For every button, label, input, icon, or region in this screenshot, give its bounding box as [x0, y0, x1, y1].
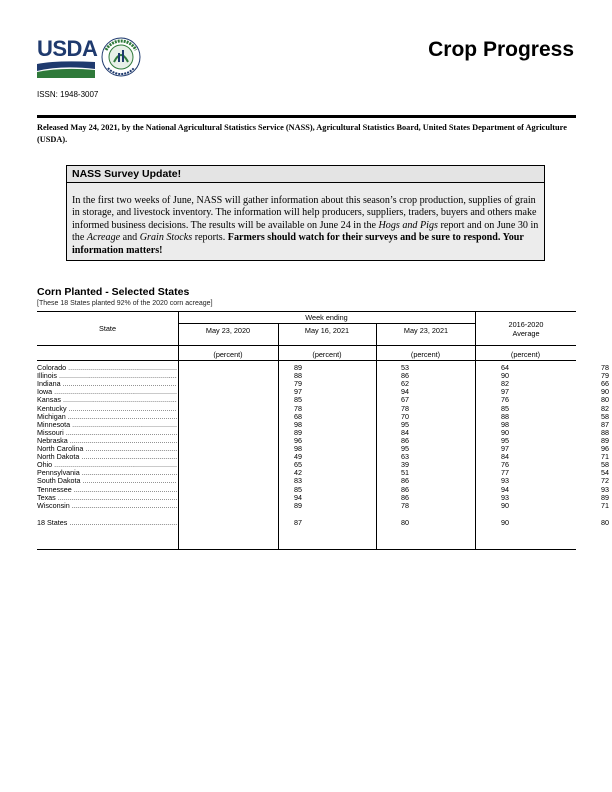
percent-value: 95	[401, 419, 409, 429]
percent-value: 83	[294, 476, 302, 486]
state-name: Tennessee .....	[37, 486, 177, 494]
state-name: Kansas .....	[37, 396, 177, 404]
survey-update-box	[66, 165, 545, 261]
survey-title: NASS Survey Update!	[72, 168, 182, 180]
usda-swoosh-icon	[37, 60, 95, 78]
state-name: North Carolina .....	[37, 445, 177, 453]
table-row	[37, 395, 609, 405]
percent-value: 85	[294, 484, 302, 494]
percent-value: 49	[294, 452, 302, 462]
unit-label: (percent)	[510, 350, 541, 359]
percent-value: 68	[294, 411, 302, 421]
survey-call-to-action: Farmers should watch for their surveys and be sure to respond. Your information matters!	[72, 232, 524, 256]
percent-value: 87	[294, 517, 302, 527]
percent-value: 93	[601, 484, 609, 494]
percent-value: 62	[401, 379, 409, 389]
state-name: Nebraska .....	[37, 437, 177, 445]
week-ending-rule	[178, 323, 475, 324]
percent-value: 90	[501, 427, 509, 437]
percent-value: 89	[294, 363, 302, 372]
table-row	[37, 468, 609, 478]
percent-value: 88	[294, 371, 302, 381]
table-row	[37, 371, 609, 381]
percent-value: 90	[501, 517, 509, 527]
unit-label: (percent)	[312, 350, 342, 359]
column-header-may-23-2021: May 23, 2021	[403, 326, 449, 335]
percent-value: 90	[601, 387, 609, 397]
state-name: Indiana .....	[37, 380, 177, 388]
agriculture-counts-seal-icon	[100, 36, 142, 78]
table-row	[37, 476, 609, 486]
survey-body	[72, 195, 542, 257]
header-bottom-rule	[37, 345, 576, 346]
percent-value: 86	[401, 435, 409, 445]
percent-value: 97	[501, 387, 509, 397]
percent-value: 82	[501, 379, 509, 389]
percent-value: 89	[601, 492, 609, 502]
percent-value: 94	[294, 492, 302, 502]
percent-value: 89	[601, 435, 609, 445]
percent-value: 80	[601, 395, 609, 405]
header-rule	[37, 115, 576, 118]
percent-value: 88	[601, 427, 609, 437]
percent-value: 87	[601, 419, 609, 429]
percent-value: 42	[294, 468, 302, 478]
percent-value: 70	[401, 411, 409, 421]
percent-value: 95	[401, 444, 409, 453]
survey-header	[67, 166, 544, 183]
percent-value: 90	[501, 371, 509, 381]
percent-value: 77	[501, 468, 509, 478]
column-header-may-16-2021: May 16, 2021	[304, 326, 350, 335]
percent-value: 89	[294, 500, 302, 510]
table-row	[37, 427, 609, 437]
percent-value: 82	[601, 403, 609, 413]
survey-text-3: reports.	[192, 232, 228, 244]
percent-value: 80	[401, 517, 409, 527]
state-name: Minnesota .....	[37, 421, 177, 429]
table-row	[37, 435, 609, 445]
column-header-may-23-2020: May 23, 2020	[205, 326, 251, 335]
table-bottom-rule	[37, 549, 576, 550]
week-ending-header: Week ending	[305, 313, 348, 322]
table-row	[37, 492, 609, 502]
issn: ISSN: 1948-3007	[37, 90, 99, 99]
percent-value: 94	[401, 387, 409, 397]
percent-value: 97	[294, 387, 302, 397]
state-name: Texas .....	[37, 494, 177, 502]
total-row	[37, 517, 609, 527]
table-row	[37, 411, 609, 421]
percent-value: 86	[401, 484, 409, 494]
usda-logo-text: USDA	[37, 36, 98, 61]
table-row	[37, 444, 609, 453]
percent-value: 94	[501, 484, 509, 494]
unit-bottom-rule	[37, 360, 576, 361]
percent-value: 66	[601, 379, 609, 389]
table-row	[37, 484, 609, 494]
grain-stocks-report: Grain Stocks	[139, 232, 193, 244]
table-row	[37, 500, 609, 510]
percent-value: 95	[501, 435, 509, 445]
percent-value: 76	[501, 395, 509, 405]
percent-value: 39	[401, 460, 409, 470]
state-name: Ohio .....	[37, 461, 177, 469]
state-name: Colorado .....	[37, 364, 177, 372]
percent-value: 84	[501, 452, 509, 462]
percent-value: 78	[401, 500, 409, 510]
unit-label: (percent)	[213, 350, 243, 359]
state-name: Michigan .....	[37, 413, 177, 421]
state-name: South Dakota .....	[37, 477, 177, 485]
percent-value: 85	[501, 403, 509, 413]
percent-value: 86	[401, 476, 409, 486]
percent-value: 79	[601, 371, 609, 381]
percent-value: 96	[294, 435, 302, 445]
percent-value: 88	[501, 411, 509, 421]
percent-value: 63	[401, 452, 409, 462]
state-name: Missouri .....	[37, 429, 177, 437]
state-name: 18 States .....	[37, 519, 177, 527]
percent-value: 86	[401, 371, 409, 381]
percent-value: 58	[601, 411, 609, 421]
percent-value: 93	[501, 476, 509, 486]
percent-value: 98	[501, 419, 509, 429]
survey-text-and: and	[120, 232, 140, 244]
state-name: Kentucky .....	[37, 405, 177, 413]
state-name: Wisconsin .....	[37, 502, 177, 510]
percent-value: 79	[294, 379, 302, 389]
percent-value: 58	[601, 460, 609, 470]
percent-value: 54	[601, 468, 609, 478]
state-name: Pennsylvania .....	[37, 469, 177, 477]
percent-value: 65	[294, 460, 302, 470]
column-header-average: 2016-2020 Average	[508, 320, 544, 338]
percent-value: 78	[401, 403, 409, 413]
survey-text-1: In the first two weeks of June, NASS will gather information about this season’s crop production, supplies of grain in storage, and livestock inventory. The information will help producers, suppliers, traders, buyers and others make informed business decisions. The results will be available on June 24 in the	[72, 195, 537, 231]
percent-value: 98	[294, 444, 302, 453]
table-title: Corn Planted - Selected States	[37, 286, 190, 298]
unit-label: (percent)	[410, 350, 441, 359]
survey-text-2: report and on June 30 in the	[72, 219, 539, 244]
state-header: State	[98, 324, 117, 333]
state-name: Iowa .....	[37, 388, 177, 396]
table-top-rule	[37, 311, 576, 312]
document-title: Crop Progress	[428, 38, 574, 61]
percent-value: 78	[601, 363, 609, 372]
percent-value: 90	[501, 500, 509, 510]
percent-value: 89	[294, 427, 302, 437]
percent-value: 72	[601, 476, 609, 486]
state-name: Illinois .....	[37, 372, 177, 380]
percent-value: 67	[401, 395, 409, 405]
table-row	[37, 452, 609, 462]
percent-value: 53	[401, 363, 409, 372]
percent-value: 96	[601, 444, 609, 453]
percent-value: 93	[501, 492, 509, 502]
percent-value: 85	[294, 395, 302, 405]
table-row	[37, 387, 609, 397]
percent-value: 64	[501, 363, 509, 372]
table-subtitle: [These 18 States planted 92% of the 2020 corn acreage]	[37, 300, 213, 307]
percent-value: 71	[601, 500, 609, 510]
state-name: North Dakota .....	[37, 453, 177, 461]
percent-value: 51	[401, 468, 409, 478]
percent-value: 76	[501, 460, 509, 470]
percent-value: 97	[501, 444, 509, 453]
percent-value: 71	[601, 452, 609, 462]
hogs-and-pigs-report: Hogs and Pigs	[378, 219, 438, 231]
acreage-report: Acreage	[86, 232, 121, 244]
release-statement: Released May 24, 2021, by the National Agricultural Statistics Service (NASS), Agricultural Statistics Board, United States Department of Agriculture (USDA).	[37, 123, 567, 144]
table-row	[37, 379, 609, 389]
percent-value: 84	[401, 427, 409, 437]
percent-value: 78	[294, 403, 302, 413]
table-row	[37, 363, 609, 372]
table-row	[37, 460, 609, 470]
percent-value: 98	[294, 419, 302, 429]
table-row	[37, 419, 609, 429]
usda-logo	[37, 36, 98, 78]
percent-value: 86	[401, 492, 409, 502]
percent-value: 80	[601, 517, 609, 527]
table-row	[37, 403, 609, 413]
